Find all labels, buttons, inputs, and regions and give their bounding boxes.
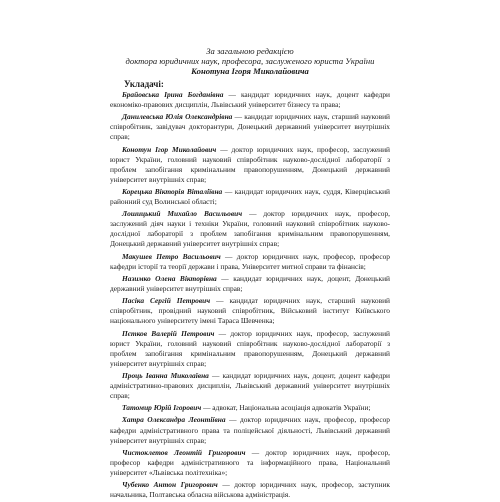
compiler-name: Брайовська Ірина Богданівна	[122, 90, 224, 99]
editor-line-general-editing: За загальною редакцією	[206, 46, 294, 56]
compiler-description: — кандидат юридичних наук, старший науковий співробітник, завідувач докторантури, Донецький державний університет внутрішніх справ;	[110, 112, 390, 142]
compiler-name: Макушев Петро Васильович	[122, 251, 221, 261]
compiler-description: — доктор юридичних наук, професор, професор кафедри історії та теорії держави і права, Університет митної справи та фінансів;	[110, 251, 390, 271]
compiler-description: — кандидат юридичних наук, доцент, доцент кафедри адміністративно-правових дисциплін, Львівський державний університет внутрішніх справ;	[110, 370, 390, 400]
compiler-name: Пасіка Сергій Петрович	[122, 296, 211, 306]
compiler-name: Лошицький Михайло Васильович	[122, 209, 243, 219]
editor-block	[0, 46, 500, 76]
compiler-entry	[110, 112, 390, 142]
compilers-heading: Укладачі:	[124, 79, 164, 89]
compiler-description: — доктор юридичних наук, професор, професор кафедри адміністративного права та поліцейської діяльності, Львівський державний університет внутрішніх справ;	[110, 415, 390, 445]
compiler-name: Чубенко Антон Григорович	[122, 480, 218, 490]
compiler-name: Назимко Олена Вікторівна	[122, 273, 217, 283]
compiler-name: Данилевська Юлія Олександрівна	[122, 112, 233, 122]
compiler-entry	[110, 480, 390, 500]
compiler-entry	[110, 329, 390, 369]
compiler-description: — адвокат, Національна асоціація адвокатів України;	[201, 403, 371, 413]
compiler-name: Проць Іванна Миколаївна	[122, 370, 209, 380]
compiler-name: Конотун Ігор Миколайович	[122, 144, 217, 154]
editor-line-credentials: доктора юридичних наук, професора, заслуженого юриста України	[125, 56, 375, 66]
compiler-entry	[110, 145, 390, 185]
compiler-entry	[110, 296, 390, 326]
compiler-name: Чистоклетов Леонтій Григорович	[122, 447, 246, 457]
compiler-description: — кандидат юридичних наук, доцент кафедри економіко-правових дисциплін, Львівський університет бізнесу та права;	[110, 90, 390, 110]
compiler-entry	[110, 415, 390, 445]
compiler-description: — доктор юридичних наук, професор, заслужений діяч науки і техніки України, головний науковий співробітник науково-дослідної лабораторії з проблем запобігання кримінальним правопорушенням, Донецький державний університет внутрішніх справ;	[110, 209, 391, 249]
compilers-list	[110, 90, 390, 502]
compiler-name: Корецька Вікторія Віталіївна	[122, 186, 223, 196]
compiler-entry	[110, 448, 390, 478]
compiler-entry	[110, 252, 390, 272]
editor-name: Конотуна Ігоря Миколайовича	[191, 66, 309, 76]
compiler-description: — доктор юридичних наук, професор, заслужений юрист України, головний науковий співробітник науково-дослідної лабораторії з проблем запобігання кримінальним правопорушенням, Донецький державний університет внутрішніх справ;	[110, 144, 390, 184]
compiler-entry	[110, 187, 390, 207]
compiler-entry	[110, 403, 390, 413]
compiler-description: — кандидат юридичних наук, старший науковий співробітник, провідний науковий співробітник, Військовий інститут Київського національного університету імені Тараса Шевченка;	[110, 296, 390, 326]
compiler-entry	[110, 209, 390, 249]
compiler-description: — кандидат юридичних наук, суддя, Ківерцівський районний суд Волинської області;	[110, 186, 390, 207]
compiler-description: — доктор юридичних наук, професор, заслужений юрист України, головний науковий співробітник науково-дослідної лабораторії з проблем запобігання кримінальним правопорушенням, Донецький державний університет внутрішніх справ;	[110, 328, 390, 368]
compiler-name: Хатра Олександра Леонтіївна	[122, 415, 226, 425]
compiler-entry	[110, 274, 390, 294]
compiler-entry	[110, 371, 390, 401]
compiler-description: — кандидат юридичних наук, доцент, Донецький державний університет внутрішніх справ;	[110, 273, 390, 293]
compiler-entry	[110, 90, 390, 110]
compiler-description: — доктор юридичних наук, професор, заступник начальника, Полтавська обласна військова адміністрація.	[110, 480, 390, 500]
compiler-name: Татомир Юрій Ігорович	[122, 403, 202, 413]
compiler-description: — доктор юридичних наук, професор, професор кафедри адміністративного та інформаційного права, Національний університет «Львівська політехніка»;	[110, 447, 390, 477]
compiler-name: Пєтков Валерій Петрович	[122, 328, 215, 338]
